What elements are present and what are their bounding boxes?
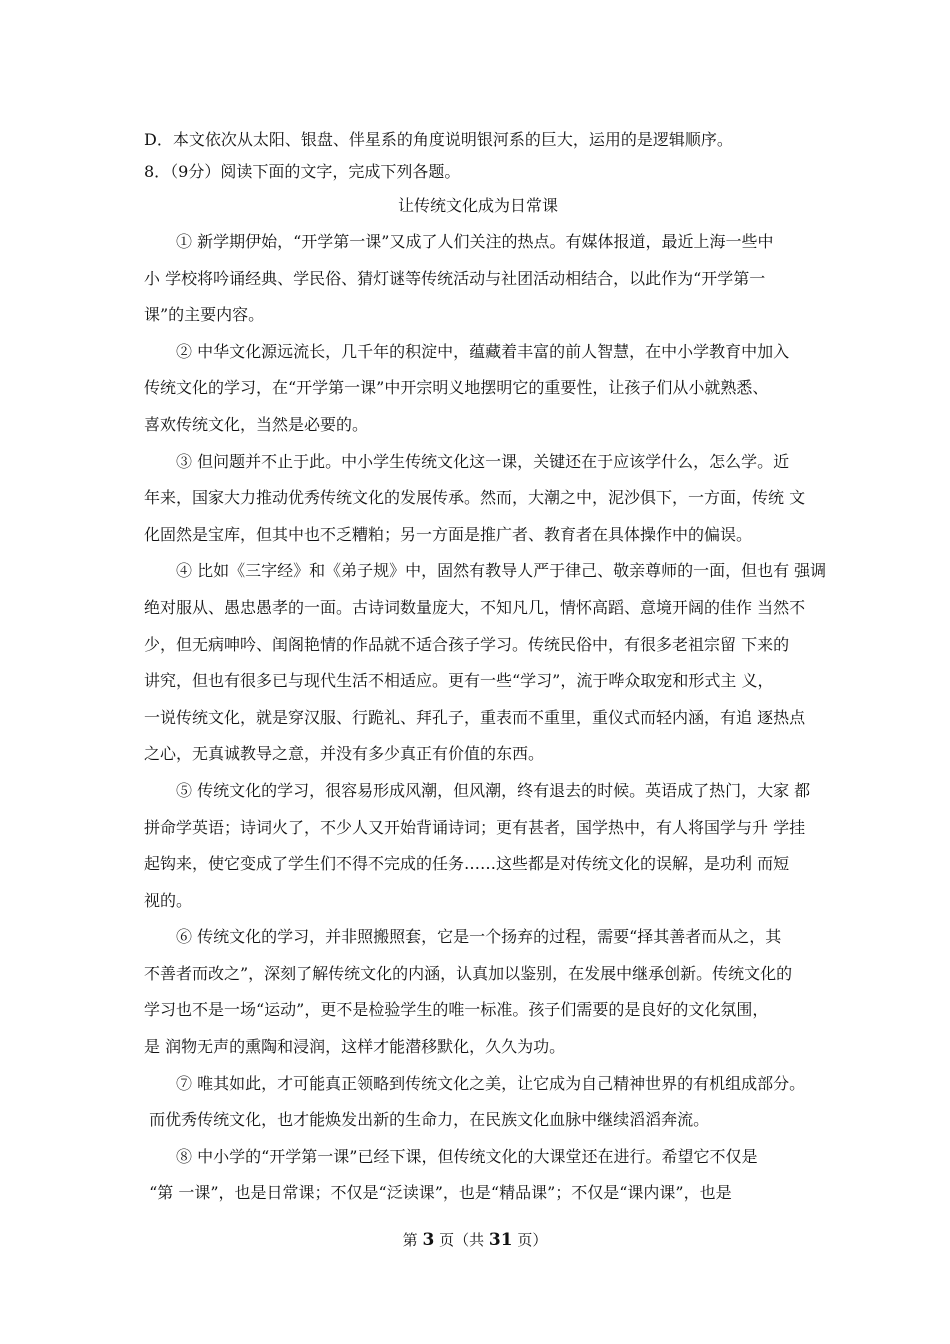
paragraph-line: 学习也不是一场“运动”，更不是检验学生的唯一标准。孩子们需要的是良好的文化氛围， (144, 1000, 769, 1020)
article-body (144, 224, 827, 1212)
total-pages: 31 (488, 1230, 513, 1250)
article-paragraph (144, 334, 812, 444)
page-content (144, 124, 827, 1212)
paragraph-line: ① 新学期伊始，“开学第一课”又成了人们关注的热点。有媒体报道，最近上海一些中 (176, 232, 774, 251)
paragraph-line: 少，但无病呻吟、闺阁艳情的作品就不适合孩子学习。传统民俗中，有很多老祖宗留 下来的 (144, 634, 790, 654)
paragraph-line: 起钩来，使它变成了学生们不得不完成的任务……这些都是对传统文化的误解，是功利 而短 (144, 854, 790, 874)
article-paragraph (144, 919, 812, 1065)
page-footer (0, 1228, 950, 1252)
paragraph-line: ③ 但问题并不止于此。中小学生传统文化这一课，关键还在于应该学什么，怎么学。近 (176, 451, 790, 471)
paragraph-line: 是 润物无声的熏陶和浸润，这样才能潜移默化，久久为功。 (144, 1037, 566, 1057)
footer-middle: 页（共 (439, 1231, 485, 1249)
paragraph-line: 小 学校将吟诵经典、学民俗、猜灯谜等传统活动与社团活动相结合，以此作为“开学第一 (144, 268, 766, 288)
article-title: 让传统文化成为日常课 (397, 196, 558, 215)
footer-suffix: 页） (517, 1231, 548, 1249)
question-8: 8．（9分）阅读下面的文字，完成下列各题。 (144, 162, 461, 181)
article-paragraph (144, 1139, 812, 1212)
article-paragraph (144, 1066, 812, 1139)
paragraph-line: 拼命学英语；诗词火了，不少人又开始背诵诗词；更有甚者，国学热中，有人将国学与升 学挂 (144, 817, 806, 837)
paragraph-line: ⑥ 传统文化的学习，并非照搬照套，它是一个扬弃的过程，需要“择其善者而从之，其 (176, 927, 782, 947)
page-number: 3 (422, 1230, 435, 1250)
paragraph-line: 喜欢传统文化，当然是必要的。 (144, 414, 369, 434)
paragraph-line: ⑧ 中小学的“开学第一课”已经下课，但传统文化的大课堂还在进行。希望它不仅是 (176, 1146, 758, 1166)
paragraph-line: ④ 比如《三字经》和《弟子规》中，固然有教导人严于律己、敬亲尊师的一面，但也有 强调 (176, 561, 827, 581)
article-paragraph (144, 773, 812, 919)
paragraph-line: 年来，国家大力推动优秀传统文化的发展传承。然而，大潮之中，泥沙俱下，一方面，传统 文 (144, 488, 806, 508)
paragraph-line: 之心，无真诚教导之意，并没有多少真正有价值的东西。 (144, 744, 545, 764)
paragraph-line: 不善者而改之”，深刻了解传统文化的内涵，认真加以鉴别，在发展中继承创新。传统文化的 (144, 963, 793, 983)
article-paragraph (144, 444, 812, 554)
paragraph-line: 课”的主要内容。 (144, 305, 265, 325)
paragraph-line: 绝对服从、愚忠愚孝的一面。古诗词数量庞大，不知凡几，情怀高蹈、意境开阔的佳作 当然不 (144, 597, 806, 617)
footer-prefix: 第 (402, 1231, 418, 1249)
paragraph-line: ⑦ 唯其如此，才可能真正领略到传统文化之美，让它成为自己精神世界的有机组成部分。 (176, 1073, 806, 1093)
paragraph-line: 而优秀传统文化，也才能焕发出新的生命力，在民族文化血脉中继续滔滔奔流。 (144, 1110, 710, 1130)
paragraph-line: 视的。 (144, 890, 193, 910)
option-d: D．本文依次从太阳、银盘、伴星系的角度说明银河系的巨大，运用的是逻辑顺序。 (144, 130, 733, 149)
paragraph-line: 化固然是宝库，但其中也不乏糟粕；另一方面是推广者、教育者在具体操作中的偏误。 (144, 524, 753, 544)
paragraph-line: “第 一课”，也是日常课；不仅是“泛读课”，也是“精品课”；不仅是“课内课”，也是 (144, 1183, 732, 1203)
article-paragraph (144, 224, 812, 334)
paragraph-line: 传统文化的学习，在“开学第一课”中开宗明义地摆明它的重要性，让孩子们从小就熟悉、 (144, 378, 769, 398)
paragraph-line: ② 中华文化源远流长，几千年的积淀中，蕴藏着丰富的前人智慧，在中小学教育中加入 (176, 341, 790, 361)
paragraph-line: 讲究，但也有很多已与现代生活不相适应。更有一些“学习”，流于哗众取宠和形式主 义， (144, 671, 774, 691)
paragraph-line: ⑤ 传统文化的学习，很容易形成风潮，但风潮，终有退去的时候。英语成了热门，大家 都 (176, 780, 811, 800)
article-paragraph (144, 553, 827, 773)
paragraph-line: 一说传统文化，就是穿汉服、行跪礼、拜孔子，重表而不重里，重仪式而轻内涵，有追 逐热点 (144, 707, 806, 727)
